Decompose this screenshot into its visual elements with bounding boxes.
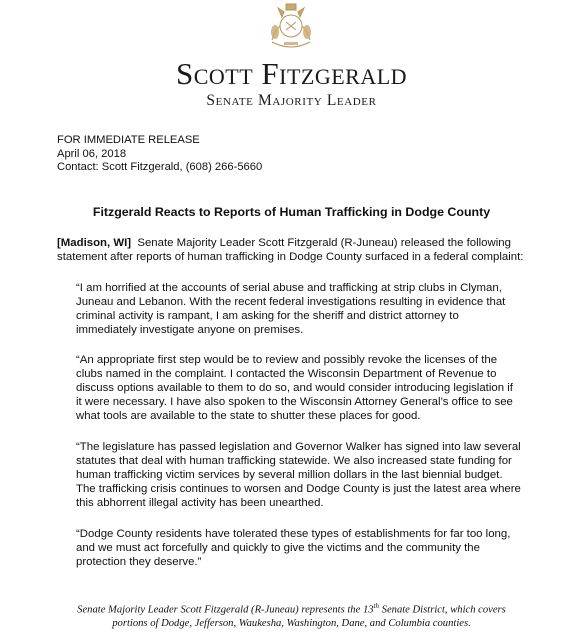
- intro-text: Senate Majority Leader Scott Fitzgerald (R-Juneau) released the following statement after reports of human trafficking in Dodge County surfaced in a federal complaint:: [57, 237, 524, 263]
- footer-line-1: Senate Majority Leader Scott Fitzgerald (R-Juneau) represents the 13th Senate District, which covers: [77, 602, 506, 616]
- senator-name: Scott Fitzgerald: [175, 56, 408, 91]
- intro-paragraph: [57, 236, 527, 264]
- quote-paragraph-2: “An appropriate first step would be to review and possibly revoke the licenses of the clubs named in the complaint. I contacted the Wisconsin Department of Revenue to discuss options available to them to do so, and would consider introducing legislation if it were necessary. I have also spoken to the Wisconsin Attorney General’s office to see what tools are available to the state to shutter these places for good.: [76, 354, 513, 422]
- release-meta: [57, 134, 262, 175]
- dateline: [Madison, WI]: [57, 237, 132, 249]
- quote-paragraph-4: “Dodge County residents have tolerated these types of establishments for far too long, and we must act forcefully and quickly to give the victims and the community the protection they deserve.”: [76, 528, 511, 568]
- headline: Fitzgerald Reacts to Reports of Human Trafficking in Dodge County: [92, 205, 491, 219]
- release-contact: Contact: Scott Fitzgerald, (608) 266-5660: [57, 161, 263, 173]
- footer-note: [0, 600, 583, 630]
- wisconsin-seal-icon: [264, 2, 318, 54]
- footer-line-2: portions of Dodge, Jefferson, Waukesha, Washington, Dane, and Columbia counties.: [112, 617, 471, 629]
- release-date: April 06, 2018: [57, 147, 127, 160]
- senator-title: Senate Majority Leader: [206, 92, 377, 109]
- release-label: FOR IMMEDIATE RELEASE: [57, 134, 200, 146]
- quote-paragraph-1: “I am horrified at the accounts of serial abuse and trafficking at strip clubs in Clyman, Juneau and Lebanon. With the recent federal investigations resulting in evidence that criminal activity is rampant, I am asking for the sheriff and district attorney to immediately investigate anyone on premises.: [76, 282, 506, 336]
- quote-paragraph-3: “The legislature has passed legislation and Governor Walker has signed into law several statutes that deal with human trafficking statewide. We also increased state funding for human trafficking victim services by several million dollars in the last biennial budget. The trafficking crisis continues to worsen and Dodge County is just the latest area where this abhorrent illegal activity has been unearthed.: [76, 441, 521, 509]
